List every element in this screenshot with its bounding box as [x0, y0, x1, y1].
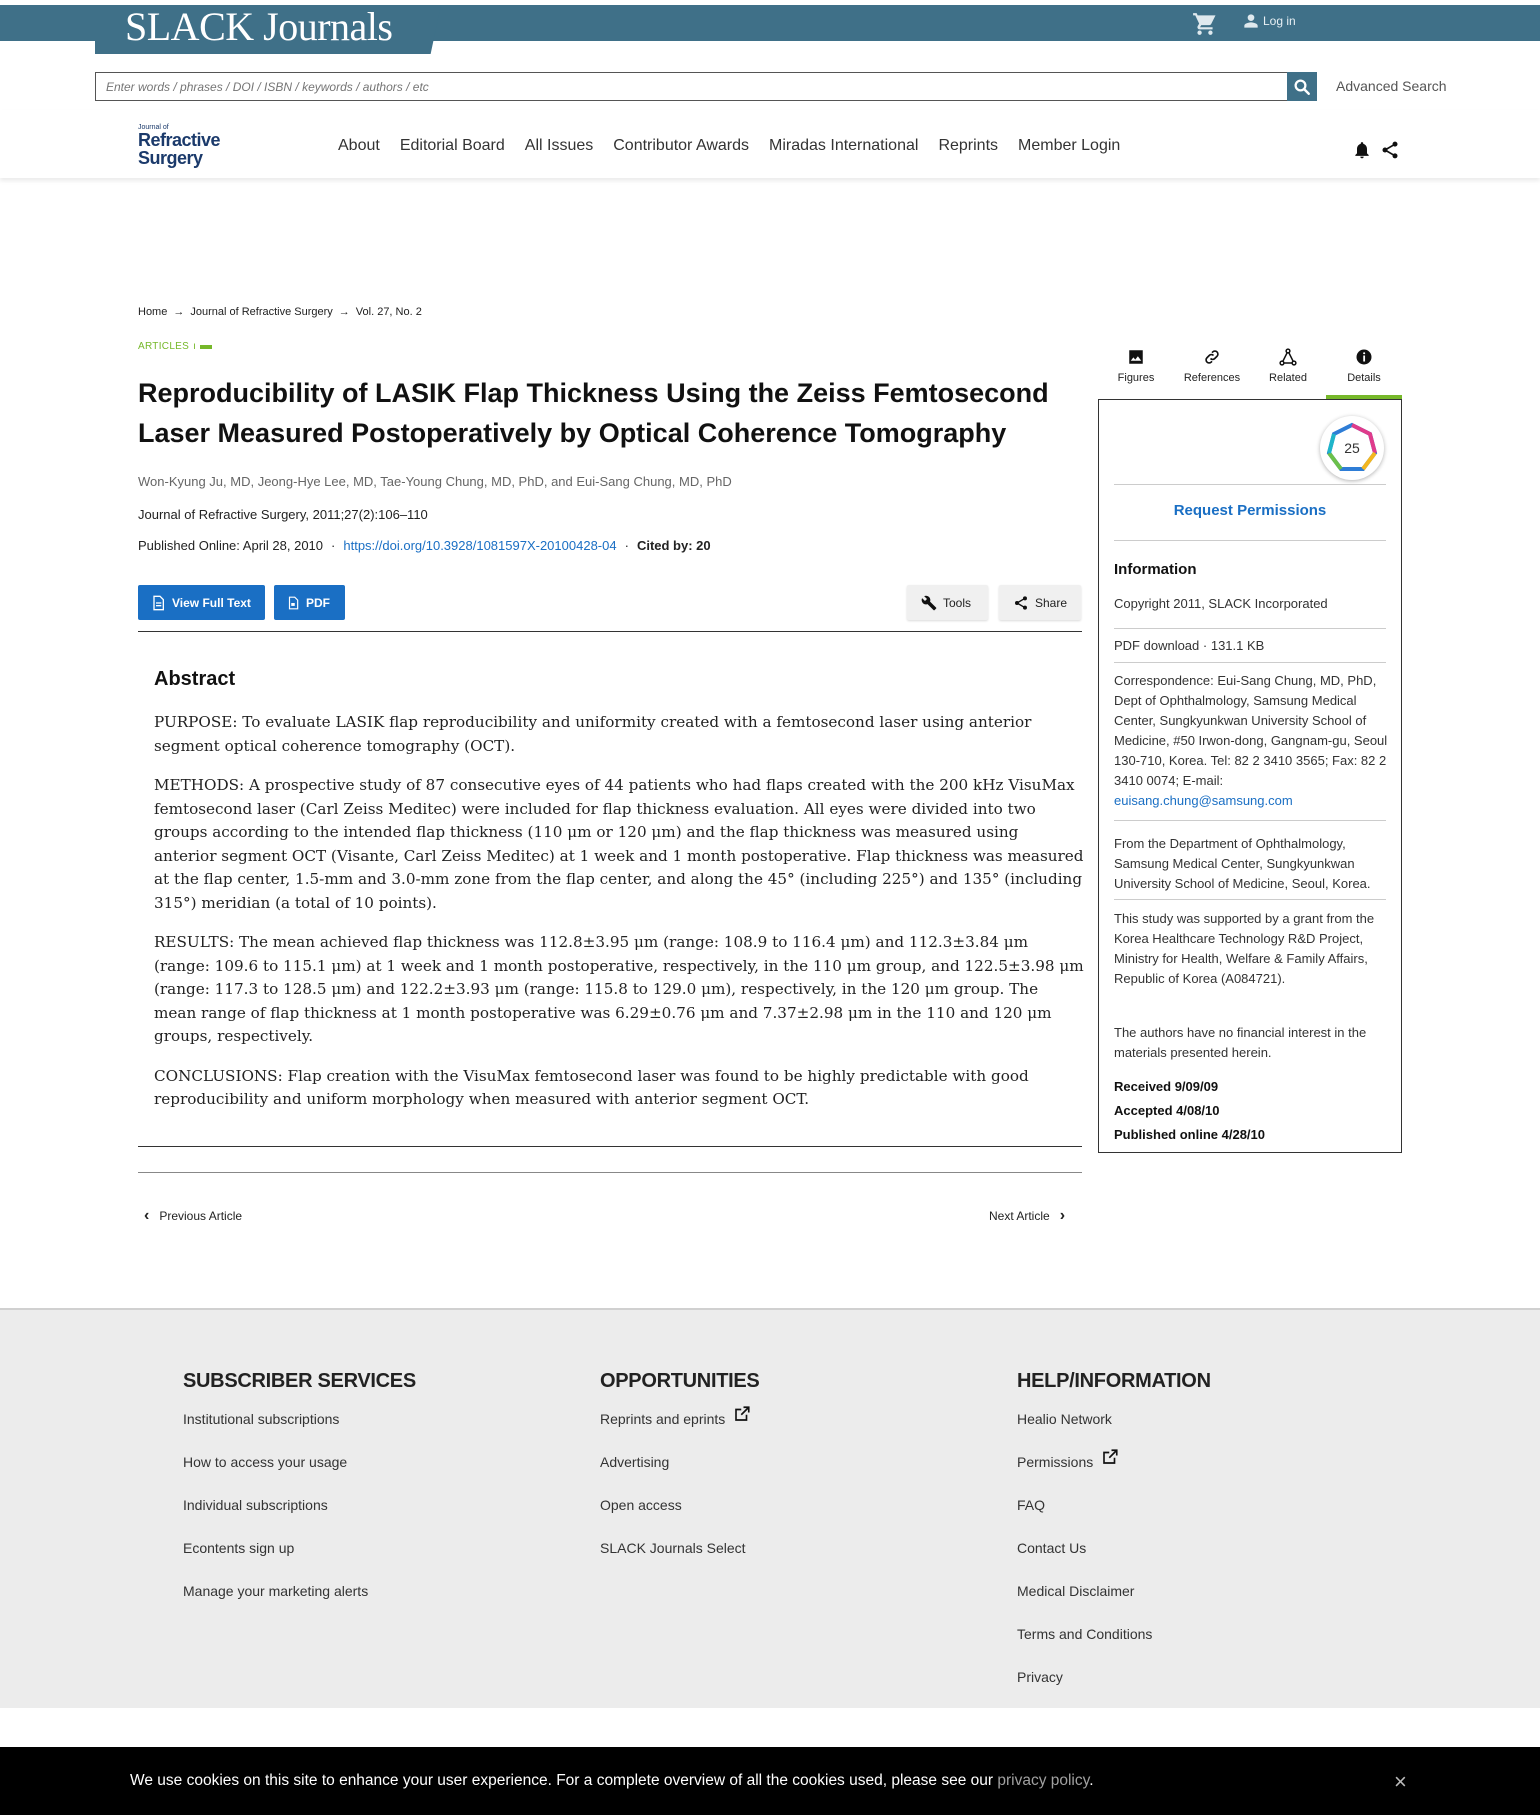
footer-link[interactable]: Individual subscriptions [183, 1497, 328, 1513]
previous-article-link[interactable]: ‹ Previous Article [144, 1207, 243, 1224]
tab-references[interactable]: References [1174, 345, 1250, 399]
sidebar-tabs [1098, 345, 1402, 399]
nav-icons [1352, 140, 1400, 160]
financial-text: The authors have no financial interest in the materials presented herein. [1114, 1025, 1367, 1060]
article-dates: Received 9/09/09 Accepted 4/08/10 Published online 4/28/10 [1114, 1079, 1265, 1142]
correspondence-text: Correspondence: Eui-Sang Chung, MD, PhD, Dept of Ophthalmology, Samsung Medical Center, Sungkyunkwan University School of Medicine, #50 Irwon-dong, Gangnam-gu, Seoul 130-710, Korea. Tel: 82 2 3410 3565; Fax: 82 2 3410 0074; E-mail: euisang.chung@samsung.com [1114, 673, 1388, 808]
share-button[interactable]: Share [999, 585, 1081, 620]
footer-link[interactable]: Econtents sign up [183, 1540, 295, 1556]
footer-help-information: HELP/INFORMATION Healio Network Permissions FAQ Contact Us Medical Disclaimer Terms and Conditions Privacy [1017, 1370, 1211, 1712]
document-icon [150, 594, 166, 612]
search-bar [95, 72, 1317, 101]
tab-figures[interactable]: Figures [1098, 345, 1174, 399]
abstract-methods: METHODS: A prospective study of 87 consecutive eyes of 44 patients who had flaps created with the 200 kHz VisuMax femtosecond laser (Carl Zeiss Meditec) were included for flap thickness evaluation. All eyes were divided into two groups according to the intended flap thickness (110 μm or 120 μm) and the flap thickness was measured using anterior segment OCT (Visante, Carl Zeiss Meditec) at 1 week and 1 month postoperative. Flap thickness was measured at the flap center, 1.5-mm and 3.0-mm zone from the flap center, and along the 45° (including 225°) and 135° (including 315°) meridian (a total of 10 points). [154, 776, 1084, 912]
journal-logo[interactable]: Journal of Refractive Surgery [138, 124, 221, 168]
pdf-download-row: PDF download · 131.1 KB [1114, 638, 1265, 653]
article-citation: Journal of Refractive Surgery, 2011;27(2):106–110 [138, 507, 428, 522]
email-link[interactable]: euisang.chung@samsung.com [1114, 793, 1293, 808]
external-link-icon [733, 1405, 751, 1423]
nav-about[interactable]: About [338, 137, 380, 154]
footer-link[interactable]: Contact Us [1017, 1540, 1087, 1556]
cart-icon[interactable] [1192, 11, 1218, 37]
published-date: Published Online: April 28, 2010 [138, 538, 324, 553]
arrow-right-icon: → [173, 306, 185, 318]
request-permissions-link[interactable]: Request Permissions [1173, 502, 1327, 519]
nav-miradas-international[interactable]: Miradas International [769, 137, 919, 154]
svg-text:25: 25 [1344, 440, 1360, 456]
search-input[interactable] [95, 72, 1288, 101]
nav-reprints[interactable]: Reprints [938, 137, 999, 154]
footer-link[interactable]: Healio Network [1017, 1411, 1112, 1427]
tab-details[interactable]: Details [1326, 345, 1402, 399]
image-icon [1127, 348, 1145, 366]
divider [138, 1146, 1082, 1147]
department-text: From the Department of Ophthalmology, Samsung Medical Center, Sungkyunkwan University School of Medicine, Seoul, Korea. [1114, 836, 1371, 891]
doi-link[interactable]: https://doi.org/10.3928/1081597X-20100428-04 [343, 538, 617, 553]
copyright-text: Copyright 2011, SLACK Incorporated [1114, 596, 1328, 611]
user-icon [1243, 13, 1259, 29]
next-article-link[interactable]: Next Article › [989, 1207, 1066, 1224]
breadcrumb-journal[interactable]: Journal of Refractive Surgery [190, 306, 333, 318]
arrow-right-icon: → [338, 306, 350, 318]
nav-links [338, 137, 1120, 155]
tools-button[interactable]: Tools [907, 585, 988, 620]
footer-link[interactable]: SLACK Journals Select [600, 1540, 746, 1556]
nav-editorial-board[interactable]: Editorial Board [399, 137, 505, 154]
view-full-text-button[interactable]: View Full Text [138, 585, 265, 620]
journal-nav [0, 110, 1540, 178]
login-link[interactable] [1243, 13, 1296, 29]
divider [138, 1172, 1082, 1173]
section-tag: ARTICLES ı [138, 341, 212, 352]
breadcrumb [138, 306, 422, 318]
footer-opportunities: OPPORTUNITIES Reprints and eprints Advertising Open access SLACK Journals Select [600, 1370, 759, 1583]
search-button[interactable] [1287, 72, 1317, 101]
article-title: Reproducibility of LASIK Flap Thickness Using the Zeiss Femtosecond Laser Measured Postoperatively by Optical Coherence Tomography [138, 378, 1049, 448]
abstract-results: RESULTS: The mean achieved flap thickness was 112.8±3.95 μm (range: 108.9 to 116.4 μm) and 112.3±3.84 μm (range: 109.6 to 115.1 μm) at 1 week and 1 month postoperative, respectively, in the 110 μm group, and 122.5±3.98 μm (range: 117.3 to 128.5 μm) and 122.2±3.93 μm (range: 115.8 to 129.0 μm), respectively, in the 120 μm group. The mean range of flap thickness at 1 month postoperative was 6.29±0.76 μm and 7.37±2.98 μm in the 110 and 120 μm groups, respectively. [154, 933, 1084, 1045]
info-icon [1355, 348, 1373, 366]
search-icon [1293, 78, 1311, 96]
footer-link[interactable]: Privacy [1017, 1669, 1063, 1685]
pdf-icon [286, 595, 300, 611]
share-icon[interactable] [1380, 140, 1400, 160]
link-icon [1203, 348, 1221, 366]
divider [138, 631, 1082, 632]
footer-link[interactable]: Terms and Conditions [1017, 1626, 1153, 1642]
nav-member-login[interactable]: Member Login [1018, 137, 1121, 154]
brand-logo[interactable]: SLACK Journals [125, 4, 393, 49]
privacy-policy-link[interactable]: privacy policy [997, 1772, 1090, 1789]
footer-link[interactable]: FAQ [1017, 1497, 1046, 1513]
altmetric-badge[interactable] [1320, 416, 1384, 480]
footer-link[interactable]: How to access your usage [183, 1454, 348, 1470]
abstract-heading: Abstract [154, 668, 236, 690]
nav-all-issues[interactable]: All Issues [524, 137, 594, 154]
wrench-icon [921, 595, 937, 611]
chevron-left-icon: ‹ [144, 1207, 150, 1224]
publication-row: Published Online: April 28, 2010 · https://doi.org/10.3928/1081597X-20100428-04 · Cited by: 20 [138, 538, 711, 553]
cookie-banner [0, 1747, 1540, 1815]
abstract-conclusions: CONCLUSIONS: Flap creation with the VisuMax femtosecond laser was found to be highly predictable with good reproducibility and uniform morphology when measured with anterior segment OCT. [154, 1066, 1029, 1108]
pdf-button[interactable]: PDF [274, 585, 345, 620]
cited-by[interactable]: Cited by: 20 [636, 538, 711, 553]
altmetric-donut-icon [1323, 419, 1381, 477]
breadcrumb-home[interactable]: Home [138, 306, 168, 318]
breadcrumb-issue[interactable]: Vol. 27, No. 2 [355, 306, 422, 318]
grant-text: This study was supported by a grant from the Korea Healthcare Technology R&D Project, Ministry for Health, Welfare & Family Affairs, Republic of Korea (A084721). [1114, 911, 1375, 986]
article-authors[interactable]: Won-Kyung Ju, MD, Jeong-Hye Lee, MD, Tae-Young Chung, MD, PhD, and Eui-Sang Chung, MD, PhD [138, 474, 732, 489]
footer-subscriber-services: SUBSCRIBER SERVICES Institutional subscriptions How to access your usage Individual subscriptions Econtents sign up Manage your marketing alerts [183, 1370, 416, 1626]
bell-icon[interactable] [1352, 140, 1372, 160]
external-link-icon [1101, 1448, 1119, 1466]
cookie-text: We use cookies on this site to enhance your user experience. For a complete overview of all the cookies used, please see our privacy policy. [130, 1772, 1094, 1789]
abstract-purpose: PURPOSE: To evaluate LASIK flap reproducibility and uniformity created with a femtosecond laser using anterior segment optical coherence tomography (OCT). [154, 713, 1032, 755]
footer [0, 1308, 1540, 1708]
footer-link[interactable]: Open access [600, 1497, 682, 1513]
close-icon[interactable]: × [1394, 1769, 1407, 1794]
footer-link[interactable]: Manage your marketing alerts [183, 1583, 369, 1599]
abstract-body [154, 711, 1084, 1128]
network-icon [1279, 348, 1297, 366]
section-bar [200, 345, 212, 349]
footer-link[interactable]: Institutional subscriptions [183, 1411, 340, 1427]
nav-contributor-awards[interactable]: Contributor Awards [613, 137, 750, 154]
share-icon [1013, 595, 1029, 611]
advanced-search-link[interactable]: Advanced Search [1336, 78, 1447, 94]
footer-link[interactable]: Medical Disclaimer [1017, 1583, 1135, 1599]
footer-link[interactable]: Advertising [600, 1454, 670, 1470]
chevron-right-icon: › [1059, 1207, 1066, 1224]
footer-link-permissions[interactable]: Permissions [1017, 1454, 1211, 1497]
tab-related[interactable]: Related [1250, 345, 1326, 399]
login-label: Log in [1263, 14, 1296, 28]
information-heading: Information [1114, 561, 1197, 578]
footer-link-reprints[interactable]: Reprints and eprints [600, 1411, 759, 1454]
